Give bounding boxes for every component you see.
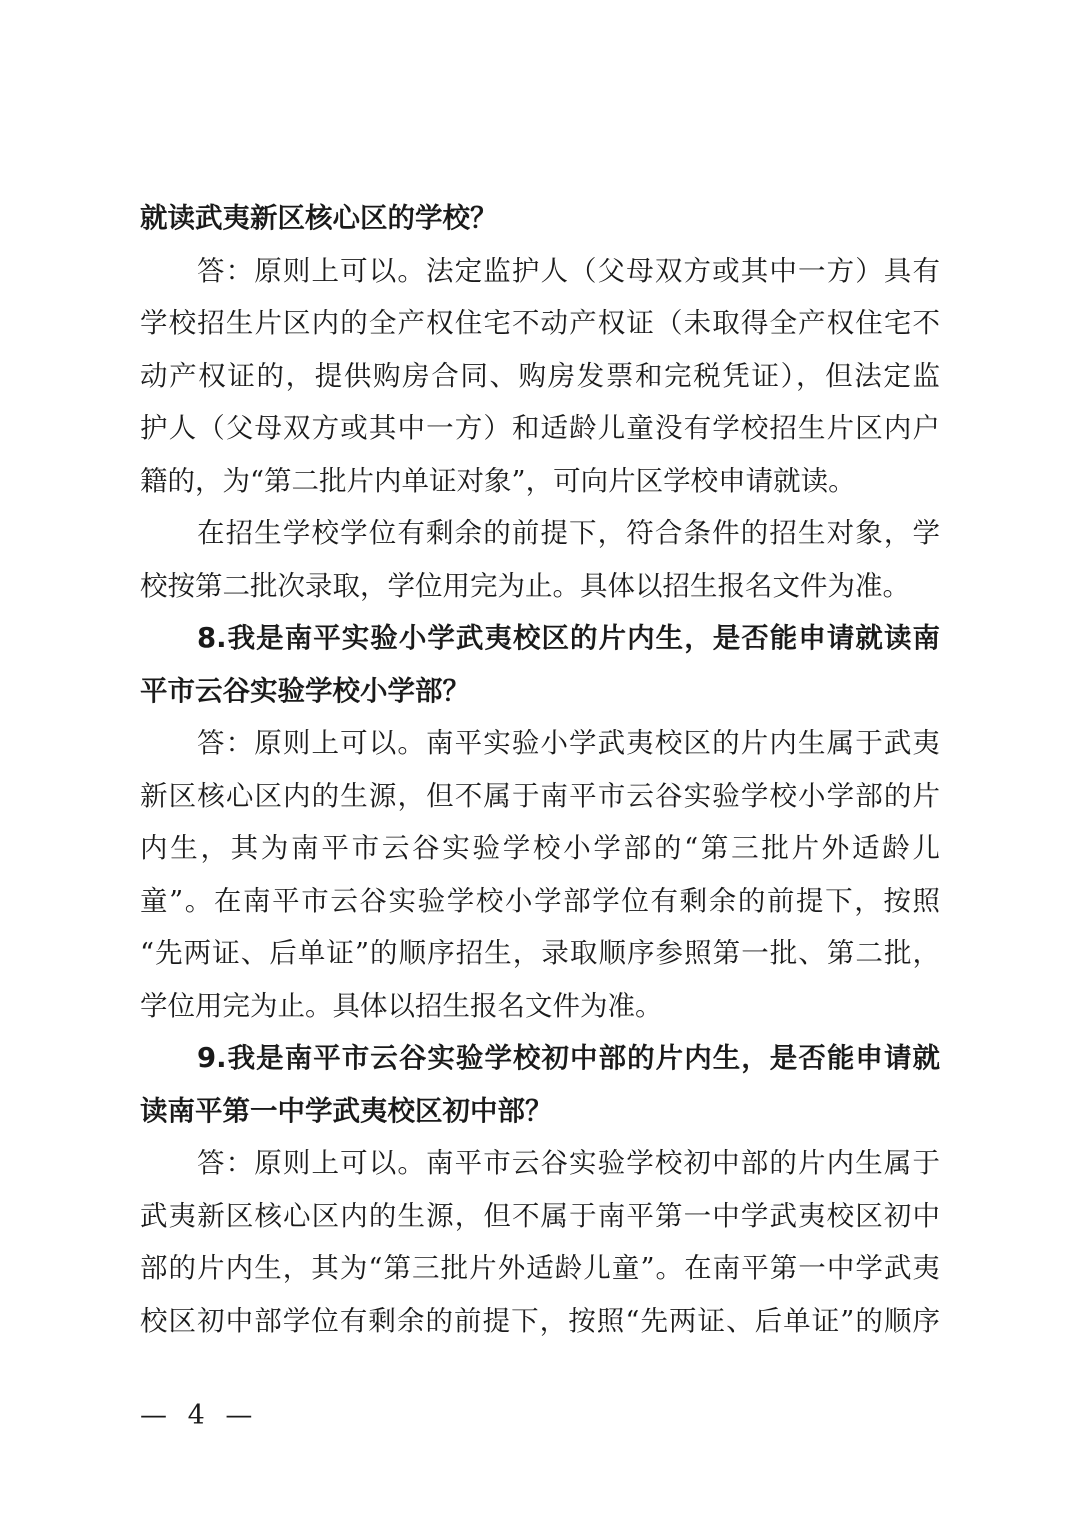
document-body: [140, 192, 940, 1347]
page-number: — 4 —: [140, 1400, 259, 1431]
answer-line: 校按第二批次录取，学位用完为止。具体以招生报名文件为准。: [140, 569, 910, 602]
question-line: 平市云谷实验学校小学部？: [140, 674, 470, 707]
question-line: 8.我是南平实验小学武夷校区的片内生，是否能申请就读南: [197, 622, 940, 654]
answer-line: 部的片内生，其为“第三批片外适龄儿童”。在南平第一中学武夷: [140, 1252, 940, 1284]
answer-line: 籍的，为“第二批片内单证对象”，可向片区学校申请就读。: [140, 464, 856, 497]
answer-line: 童”。在南平市云谷实验学校小学部学位有剩余的前提下，按照: [140, 884, 940, 917]
answer-line: “先两证、后单证”的顺序招生，录取顺序参照第一批、第二批，: [140, 937, 940, 969]
answer-line: 武夷新区核心区内的生源，但不属于南平第一中学武夷校区初中: [140, 1199, 940, 1232]
answer-line: 校区初中部学位有剩余的前提下，按照“先两证、后单证”的顺序: [140, 1304, 940, 1337]
answer-line: 答：原则上可以。南平市云谷实验学校初中部的片内生属于: [197, 1147, 940, 1179]
answer-line: 在招生学校学位有剩余的前提下，符合条件的招生对象，学: [197, 517, 940, 549]
question-line: 读南平第一中学武夷校区初中部？: [140, 1094, 553, 1127]
answer-line: 答：原则上可以。南平实验小学武夷校区的片内生属于武夷: [197, 727, 940, 759]
question-line: 9.我是南平市云谷实验学校初中部的片内生，是否能申请就: [197, 1042, 940, 1074]
answer-line: 内生，其为南平市云谷实验学校小学部的“第三批片外适龄儿: [140, 832, 940, 864]
answer-line: 学位用完为止。具体以招生报名文件为准。: [140, 989, 663, 1022]
answer-line: 动产权证的，提供购房合同、购房发票和完税凭证），但法定监: [140, 359, 940, 392]
answer-line: 答：原则上可以。法定监护人（父母双方或其中一方）具有: [197, 254, 940, 287]
question-line: 就读武夷新区核心区的学校？: [140, 202, 498, 234]
answer-line: 学校招生片区内的全产权住宅不动产权证（未取得全产权住宅不: [140, 307, 940, 339]
answer-line: 护人（父母双方或其中一方）和适龄儿童没有学校招生片区内户: [140, 412, 940, 444]
answer-line: 新区核心区内的生源，但不属于南平市云谷实验学校小学部的片: [140, 779, 940, 812]
